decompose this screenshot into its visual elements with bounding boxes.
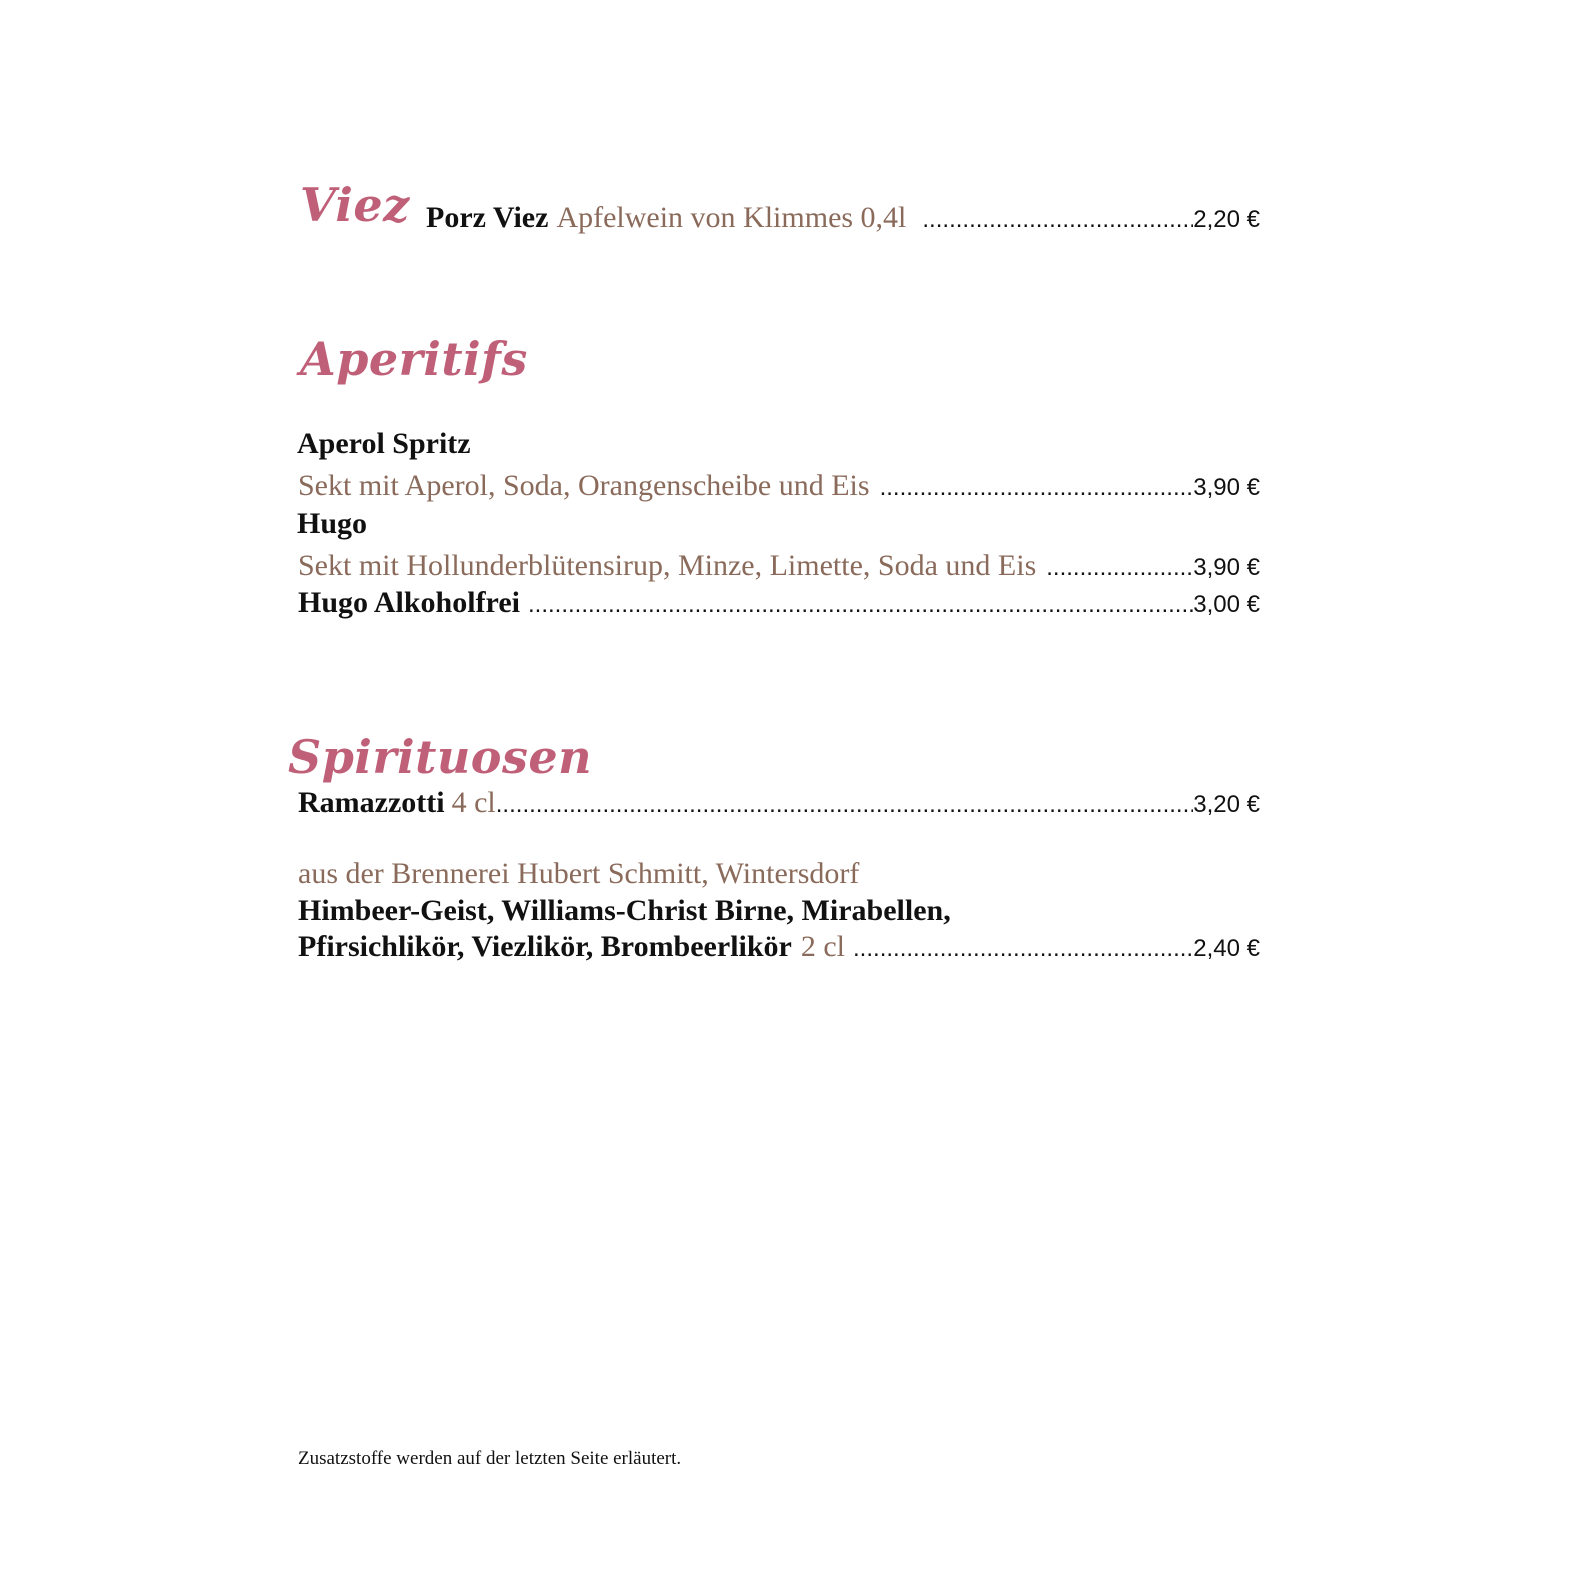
menu-item-hugo-alkoholfrei (298, 586, 1260, 619)
item-price: 3,20 € (1193, 791, 1260, 818)
dot-leader (496, 792, 1194, 818)
item-description: Apfelwein von Klimmes 0,4l (556, 201, 907, 234)
spirituosen-heading: Spirituosen (288, 730, 593, 784)
menu-item-brennerei (298, 930, 1260, 963)
item-name-hugo: Hugo (297, 507, 368, 540)
footnote: Zusatzstoffe werden auf der letzten Seite erläutert. (298, 1448, 682, 1469)
dot-leader (528, 592, 1193, 618)
item-name-aperol-spritz: Aperol Spritz (297, 427, 471, 460)
brennerei-items-line-1: Himbeer-Geist, Williams-Christ Birne, Mirabellen, (298, 894, 951, 927)
item-description: Sekt mit Hollunderblütensirup, Minze, Limette, Soda und Eis (298, 549, 1037, 582)
brennerei-source: aus der Brennerei Hubert Schmitt, Wintersdorf (298, 857, 860, 890)
item-description: Sekt mit Aperol, Soda, Orangenscheibe und Eis (298, 469, 870, 502)
menu-item-aperol-spritz (298, 469, 1260, 502)
aperitifs-heading: Aperitifs (300, 332, 528, 386)
item-price: 3,90 € (1193, 474, 1260, 501)
item-description: 4 cl (451, 786, 496, 819)
item-price: 3,90 € (1193, 554, 1260, 581)
item-name: Porz Viez (426, 201, 549, 234)
dot-leader (853, 936, 1193, 962)
item-price: 2,40 € (1193, 935, 1260, 962)
item-price: 3,00 € (1193, 591, 1260, 618)
viez-heading: Viez (300, 178, 410, 232)
dot-leader (1046, 555, 1193, 581)
menu-item-porz-viez (426, 201, 1260, 234)
menu-item-hugo (298, 549, 1260, 582)
item-name: Pfirsichlikör, Viezlikör, Brombeerlikör (298, 930, 792, 963)
item-description: 2 cl (800, 930, 846, 963)
dot-leader (880, 475, 1194, 501)
item-price: 2,20 € (1193, 206, 1260, 233)
item-name: Hugo Alkoholfrei (298, 586, 520, 619)
item-name: Ramazzotti (298, 786, 445, 819)
menu-item-ramazzotti (298, 786, 1260, 819)
dot-leader (922, 207, 1193, 233)
